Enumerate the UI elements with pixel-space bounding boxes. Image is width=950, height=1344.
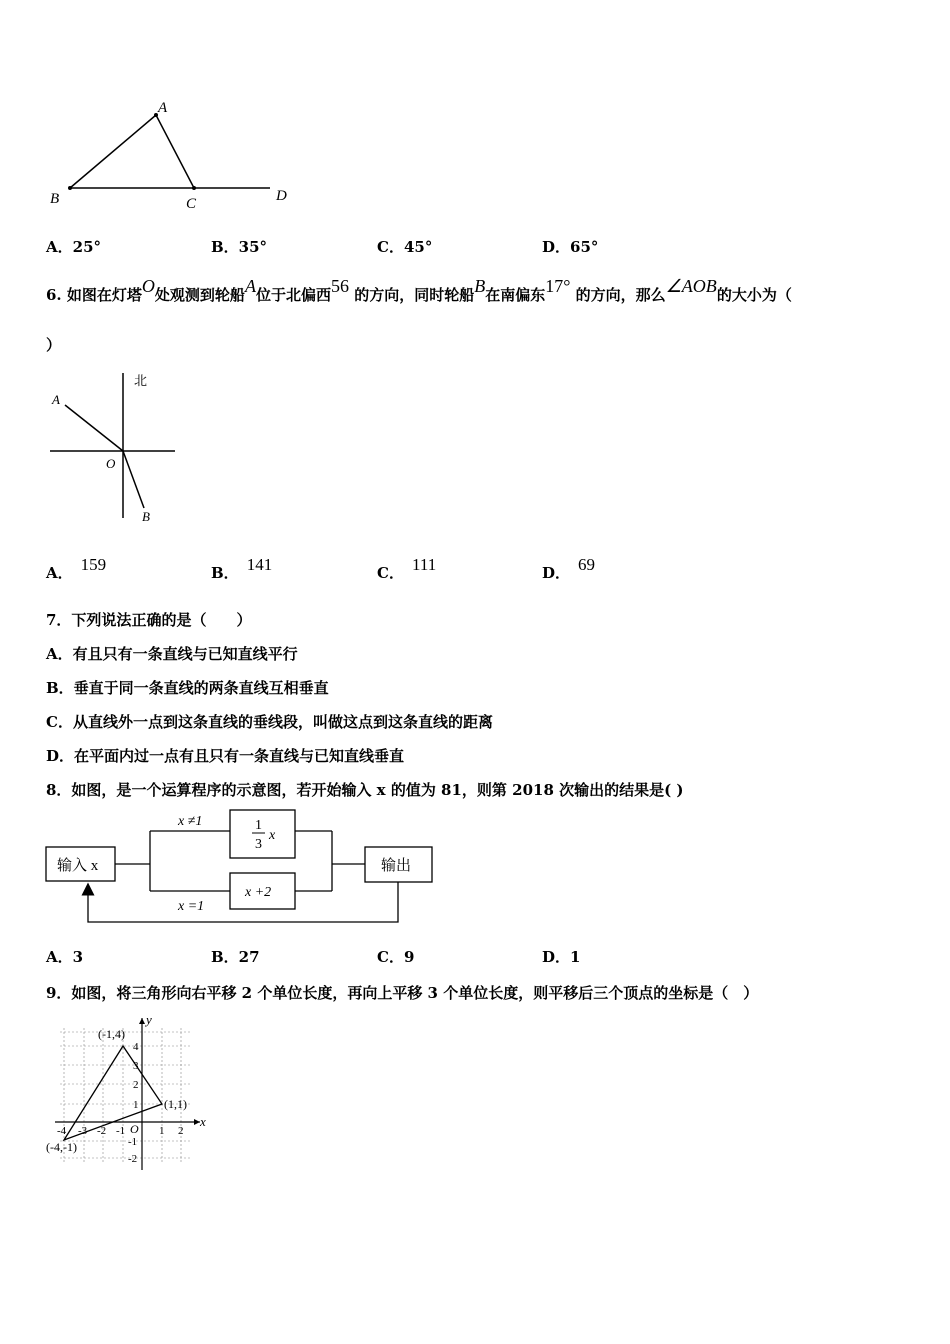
point-top-label: (-1,4) <box>98 1027 125 1041</box>
segment-ac <box>156 115 194 188</box>
xtick-2: 2 <box>178 1125 184 1137</box>
input-label: 输入 x <box>57 858 99 874</box>
compass-label-o: O <box>106 456 116 471</box>
point-c <box>192 186 196 190</box>
q5-option-d[interactable]: D．65° <box>542 238 599 256</box>
q6-text-1: 如图在灯塔 <box>66 286 142 304</box>
q7-option-d[interactable]: D．在平面内过一点有且只有一条直线与已知直线垂直 <box>46 747 405 765</box>
q6-option-d-value: 69 <box>578 555 596 574</box>
q9-stem: 9．如图，将三角形向右平移 2 个单位长度，再向上平移 3 个单位长度，则平移后三个顶点的坐标是（ ） <box>46 984 759 1002</box>
q6-option-c-value: 111 <box>411 555 437 574</box>
q8-option-b[interactable]: B．27 <box>211 948 260 966</box>
ytick-3: 3 <box>133 1060 139 1072</box>
q6-option-c[interactable] <box>377 555 437 583</box>
q6-option-d-label: D． <box>542 564 571 582</box>
cond-bottom-label: x =1 <box>178 899 205 914</box>
ytick-1: 1 <box>133 1099 139 1111</box>
axis-x-label: x <box>200 1114 206 1129</box>
triangle-figure <box>40 95 310 215</box>
frac-variable: x <box>269 828 276 843</box>
q7-stem: 7．下列说法正确的是（ ） <box>46 611 252 629</box>
q8-option-d[interactable]: D．1 <box>542 948 581 966</box>
ytick-4: 4 <box>133 1041 139 1053</box>
point-right-label: (1,1) <box>164 1097 187 1111</box>
axis-y-label: y <box>146 1012 152 1027</box>
op-top-box <box>230 810 295 858</box>
q6-math-a: A <box>244 276 256 296</box>
xtick-neg4: -4 <box>57 1125 67 1137</box>
q6-text-7: 的大小为（ <box>716 286 792 304</box>
y-axis-arrow <box>139 1018 145 1024</box>
q6-text-4: 的方向，同时轮船 <box>354 286 475 304</box>
q8-stem: 8．如图，是一个运算程序的示意图，若开始输入 x 的值为 81，则第 2018 次输出的结果是( ) <box>46 781 684 799</box>
frac-numerator: 1 <box>255 818 262 833</box>
q6-math-b: B <box>474 276 486 296</box>
q6-option-b-value: 141 <box>246 555 273 574</box>
frac-denominator: 3 <box>255 837 262 852</box>
xtick-neg2: -2 <box>97 1125 107 1137</box>
point-b <box>68 186 72 190</box>
label-a: A <box>158 100 168 116</box>
q6-option-b[interactable] <box>211 555 273 583</box>
label-d: D <box>276 188 287 204</box>
q6-option-c-label: C． <box>377 564 404 582</box>
ytick-neg2: -2 <box>128 1153 138 1165</box>
op-bottom-label: x +2 <box>245 885 272 900</box>
north-label: 北 <box>134 373 148 388</box>
q6-option-a[interactable] <box>46 555 107 583</box>
q6-option-b-label: B． <box>211 564 239 582</box>
ytick-neg1: -1 <box>128 1136 138 1148</box>
q7-option-b[interactable]: B．垂直于同一条直线的两条直线互相垂直 <box>46 679 329 697</box>
q7-option-c[interactable]: C．从直线外一点到这条直线的垂线段，叫做这点到这条直线的距离 <box>46 713 493 731</box>
q5-option-a[interactable]: A．25° <box>46 238 102 256</box>
xtick-neg1: -1 <box>116 1125 126 1137</box>
q6-stem <box>46 276 792 305</box>
q8-option-a[interactable]: A．3 <box>46 948 84 966</box>
compass-label-a: A <box>52 392 60 407</box>
q6-number: 6. <box>46 286 62 304</box>
q8-option-c[interactable]: C．9 <box>377 948 415 966</box>
q6-math-aob: ∠AOB <box>665 276 717 296</box>
cond-top-label: x ≠1 <box>178 814 203 829</box>
compass-figure <box>40 368 190 528</box>
compass-label-b: B <box>142 509 150 524</box>
q6-math-56: 56 <box>330 276 349 296</box>
point-left-label: (-4,-1) <box>46 1140 77 1154</box>
q6-math-17: 17° <box>545 276 571 296</box>
q5-option-c[interactable]: C．45° <box>377 238 433 256</box>
q6-option-a-value: 159 <box>80 555 107 574</box>
xtick-neg3: -3 <box>78 1125 88 1137</box>
flowchart-figure <box>40 805 440 930</box>
q6-text-2: 处观测到轮船 <box>154 286 245 304</box>
q6-close-paren: ） <box>46 336 62 354</box>
output-label: 输出 <box>381 858 412 874</box>
q6-option-d[interactable] <box>542 555 596 583</box>
q6-math-o: O <box>141 276 155 296</box>
ray-ob <box>123 451 144 508</box>
q7-option-a[interactable]: A．有且只有一条直线与已知直线平行 <box>46 645 298 663</box>
origin-label: O <box>130 1122 139 1136</box>
ytick-2: 2 <box>133 1079 139 1091</box>
coordinate-grid-figure <box>40 1010 215 1175</box>
segment-ba <box>70 115 156 188</box>
ray-oa <box>65 405 123 451</box>
q6-option-a-label: A． <box>46 564 73 582</box>
xtick-1: 1 <box>159 1125 165 1137</box>
q6-text-3: 位于北偏西 <box>255 286 331 304</box>
q6-text-5: 在南偏东 <box>485 286 546 304</box>
label-c: C <box>186 196 197 212</box>
q6-text-6: 的方向，那么 <box>575 286 666 304</box>
label-b: B <box>50 191 60 207</box>
q5-option-b[interactable]: B．35° <box>211 238 268 256</box>
